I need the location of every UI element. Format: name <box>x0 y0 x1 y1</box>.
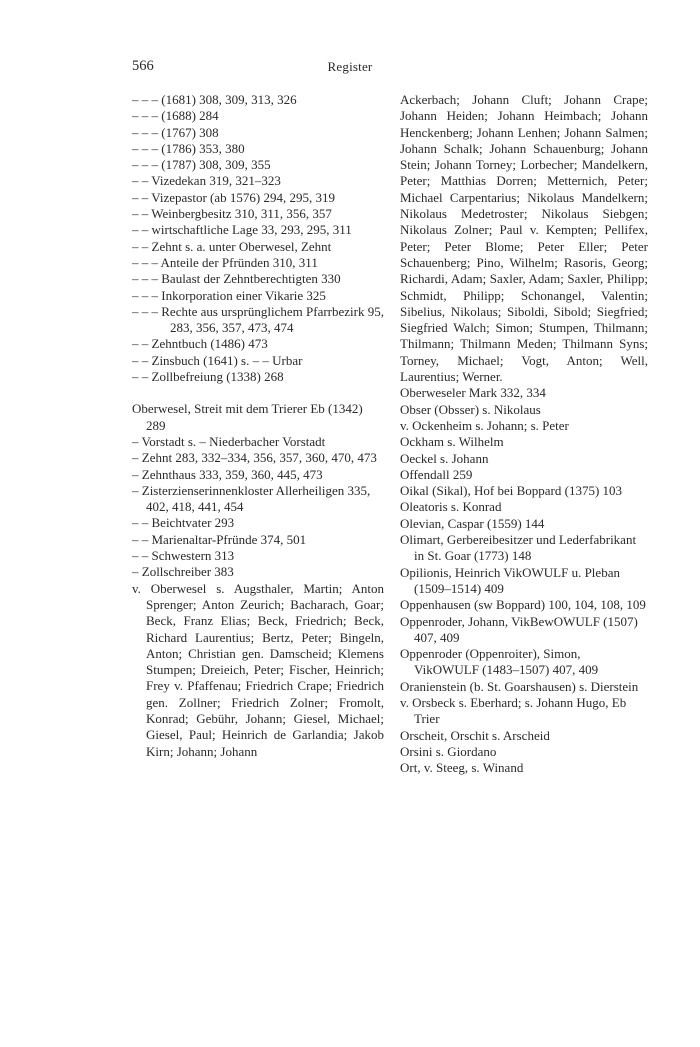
index-entry: Opilionis, Heinrich VikOWULF u. Pleban (1509–1514) 409 <box>400 564 620 596</box>
index-entry: v. Oberwesel s. Augsthaler, Martin; Anton Sprenger; Anton Zeurich; Bacharach, Goar; Beck, Franz Elias; Beck, Friedrich; Beck, Richard Laurentius; Bertz, Peter; Bingeln, Anton; Christian gen. Damscheid; Klemens Stumpen; Dreieich, Peter; Fischer, Heinrich; Frey v. Pfaffenau; Friedrich Crape; Friedrich gen. Zollner; Friedrich Zolner; Fromolt, Konrad; Gebühr, Johann; Giesel, Michael; Giesel, Paul; Heinrich de Garlandia; Jakob Kirn; Johann; Johann <box>132 580 384 759</box>
index-column-left <box>132 92 384 760</box>
index-entry: Oppenroder (Oppenroiter), Simon, VikOWULF (1483–1507) 407, 409 <box>400 646 599 678</box>
index-entry: Oberweseler Mark 332, 334 <box>400 385 546 401</box>
index-entry: – – Vizepastor (ab 1576) 294, 295, 319 <box>132 189 335 205</box>
page-number: 566 <box>132 58 154 74</box>
index-entry: – – Beichtvater 293 <box>132 515 235 531</box>
index-entry: Oberwesel, Streit mit dem Trierer Eb (1342) 289 <box>132 401 363 433</box>
index-entry: Oikal (Sikal), Hof bei Boppard (1375) 103 <box>400 483 623 499</box>
running-title: Register <box>327 59 373 74</box>
index-entry: Ort, v. Steeg, s. Winand <box>400 760 524 776</box>
index-entry: Oleatoris s. Konrad <box>400 499 502 515</box>
index-column-right <box>400 92 648 776</box>
index-entry: – – – (1787) 308, 309, 355 <box>132 157 271 173</box>
index-entry: Orsini s. Giordano <box>400 743 497 759</box>
index-entry: v. Ockenheim s. Johann; s. Peter <box>400 417 569 433</box>
index-entry: – – Zinsbuch (1641) s. – – Urbar <box>132 352 303 368</box>
index-entry: – Zehnt 283, 332–334, 356, 357, 360, 470, 473 <box>132 450 377 466</box>
index-entry: Olevian, Caspar (1559) 144 <box>400 515 545 531</box>
index-entry: – Vorstadt s. – Niederbacher Vorstadt <box>132 433 326 449</box>
index-entry: Olimart, Gerbereibesitzer und Lederfabrikant in St. Goar (1773) 148 <box>400 532 637 564</box>
index-entry: – – – (1767) 308 <box>132 124 219 140</box>
index-entry: Oeckel s. Johann <box>400 450 489 466</box>
index-entry: Offendall 259 <box>400 466 473 482</box>
index-entry: Ockham s. Wilhelm <box>400 434 504 450</box>
index-entry: – Zehnthaus 333, 359, 360, 445, 473 <box>132 466 323 482</box>
index-entry: – – Marienaltar-Pfründe 374, 501 <box>132 531 307 547</box>
index-entry: Orscheit, Orschit s. Arscheid <box>400 727 550 743</box>
index-entry: Oranienstein (b. St. Goarshausen) s. Dierstein <box>400 678 639 694</box>
index-entry: – – Schwestern 313 <box>132 548 235 564</box>
entry-spacer <box>132 385 384 401</box>
index-entry: – Zisterzienserinnenkloster Allerheiligen 335, 402, 418, 441, 454 <box>132 482 371 515</box>
index-entry: Obser (Obsser) s. Nikolaus <box>400 401 541 417</box>
index-entry: – – – (1688) 284 <box>132 108 219 124</box>
index-entry: – Zollschreiber 383 <box>132 564 234 580</box>
index-entry: – – Zehntbuch (1486) 473 <box>132 336 268 352</box>
index-entry: Ackerbach; Johann Cluft; Johann Crape; Johann Heiden; Johann Heimbach; Johann Henckenberg; Johann Lenhen; Johann Salmen; Johann Schalk; Johann Schauenburg; Johann Stein; Johann Torney; Lorbecher; Mandelkern, Peter; Matthias Dorren; Metternich, Peter; Michael Carpentarius; Nikolaus Mandelkern; Nikolaus Medetroster; Nikolaus Siebgen; Nikolaus Zolner; Paul v. Kempten; Pellifex, Peter; Peter Blome; Peter Eller; Peter Schauenberg; Pino, Wilhelm; Rasoris, Georg; Richardi, Adam; Saxler, Adam; Saxler, Philipp; Schmidt, Philipp; Schonangel, Valentin; Sibelius, Nikolaus; Siboldi, Sibold; Siegfried; Siegfried Walch; Simon; Stumpen, Thilmann; Thilmann; Thilmann Meden; Thilmann Syns; Torney, Michael; Vogt, Anton; Well, Laurentius; Werner. <box>400 92 648 385</box>
index-entry: – – Vizedekan 319, 321–323 <box>132 173 281 189</box>
index-entry: – – – Baulast der Zehntberechtigten 330 <box>132 271 341 287</box>
index-entry: – – – Rechte aus ursprünglichem Pfarrbezirk 95, 283, 356, 357, 473, 474 <box>132 303 384 336</box>
index-entry: – – – (1681) 308, 309, 313, 326 <box>132 92 297 107</box>
index-entry: – – Zehnt s. a. unter Oberwesel, Zehnt <box>132 238 332 254</box>
index-entry: – – Zollbefreiung (1338) 268 <box>132 369 284 385</box>
index-entry: – – Weinbergbesitz 310, 311, 356, 357 <box>132 206 332 222</box>
index-entry: – – – Inkorporation einer Vikarie 325 <box>132 287 326 303</box>
index-entry: – – wirtschaftliche Lage 33, 293, 295, 311 <box>132 222 352 238</box>
index-entry: Oppenhausen (sw Boppard) 100, 104, 108, 109 <box>400 597 646 613</box>
index-entry: Oppenroder, Johann, VikBewOWULF (1507) 407, 409 <box>400 613 638 645</box>
index-entry: v. Orsbeck s. Eberhard; s. Johann Hugo, Eb Trier <box>400 694 627 727</box>
index-entry: – – – Anteile der Pfründen 310, 311 <box>132 254 318 270</box>
index-entry: – – – (1786) 353, 380 <box>132 140 245 156</box>
